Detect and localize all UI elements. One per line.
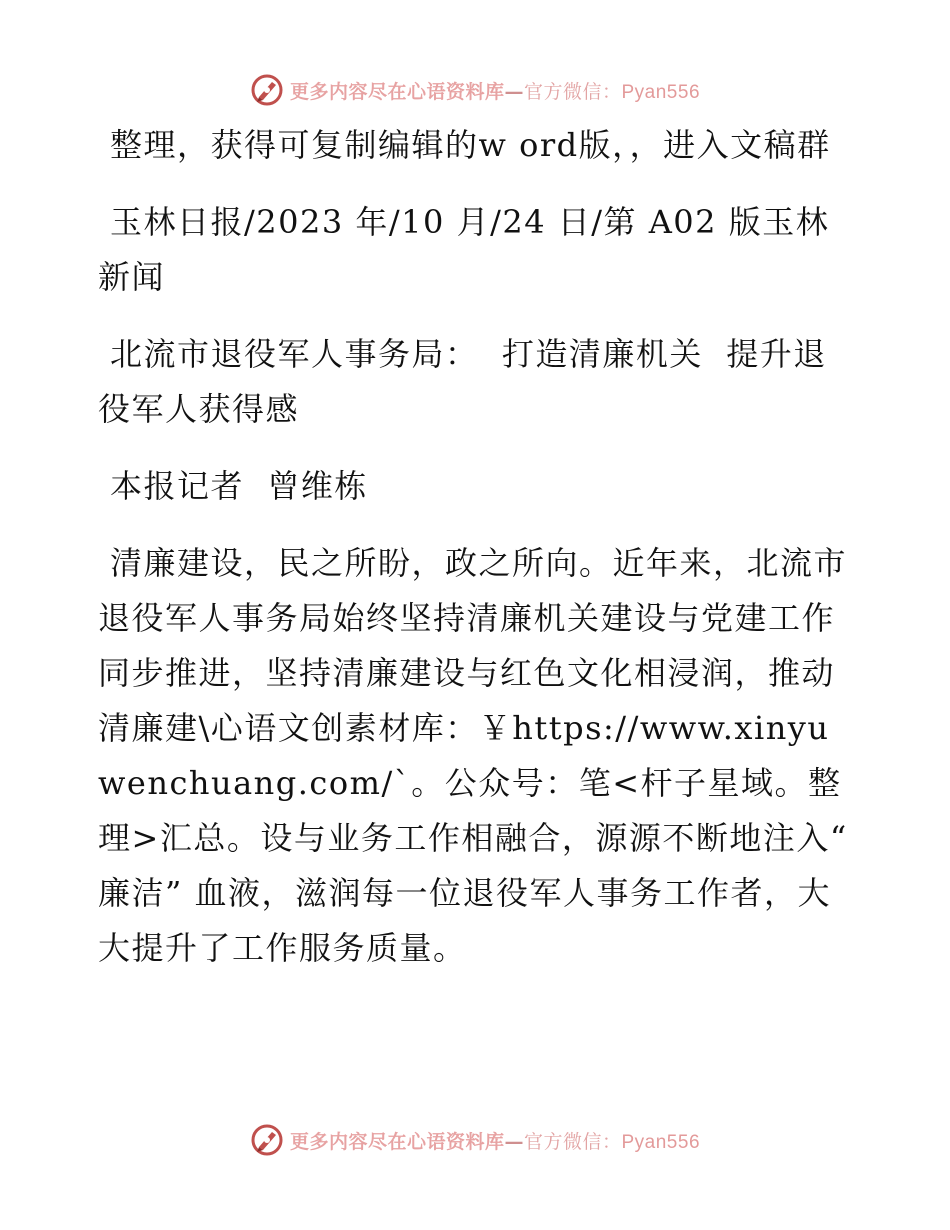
brush-logo-icon [250,1123,284,1157]
watermark-text: 更多内容尽在心语资料库—官方微信：Pyan556 [289,80,701,103]
paragraph-source: 玉林日报/2023 年/10 月/24 日/第 A02 版玉林新闻 [98,203,830,296]
paragraph-intro: 整理，获得可复制编辑的w ord版，，进入文稿群 [110,126,831,164]
paragraph-body: 清廉建设，民之所盼，政之所向。近年来，北流市退役军人事务局始终坚持清廉机关建设与党建工作同步推进，坚持清廉建设与红色文化相浸润，推动清廉建\心语文创素材库：￥https://www.xinyuwenchuang.com/`。公众号：笔<杆子星域。整理>汇总。设与业务工作相融合，源源不断地注入“ 廉洁” 血液，滋润每一位退役军人事务工作者，大大提升了工作服务质量。 [98,544,860,967]
document-body [98,118,858,976]
paragraph-byline: 本报记者 曾维栋 [110,467,368,505]
paragraph-headline: 北流市退役军人事务局： 打造清廉机关 提升退役军人获得感 [98,335,827,428]
watermark-text: 更多内容尽在心语资料库—官方微信：Pyan556 [289,1130,701,1153]
brush-logo-icon [250,73,284,107]
watermark-footer [0,1118,950,1162]
watermark-header [0,68,950,112]
